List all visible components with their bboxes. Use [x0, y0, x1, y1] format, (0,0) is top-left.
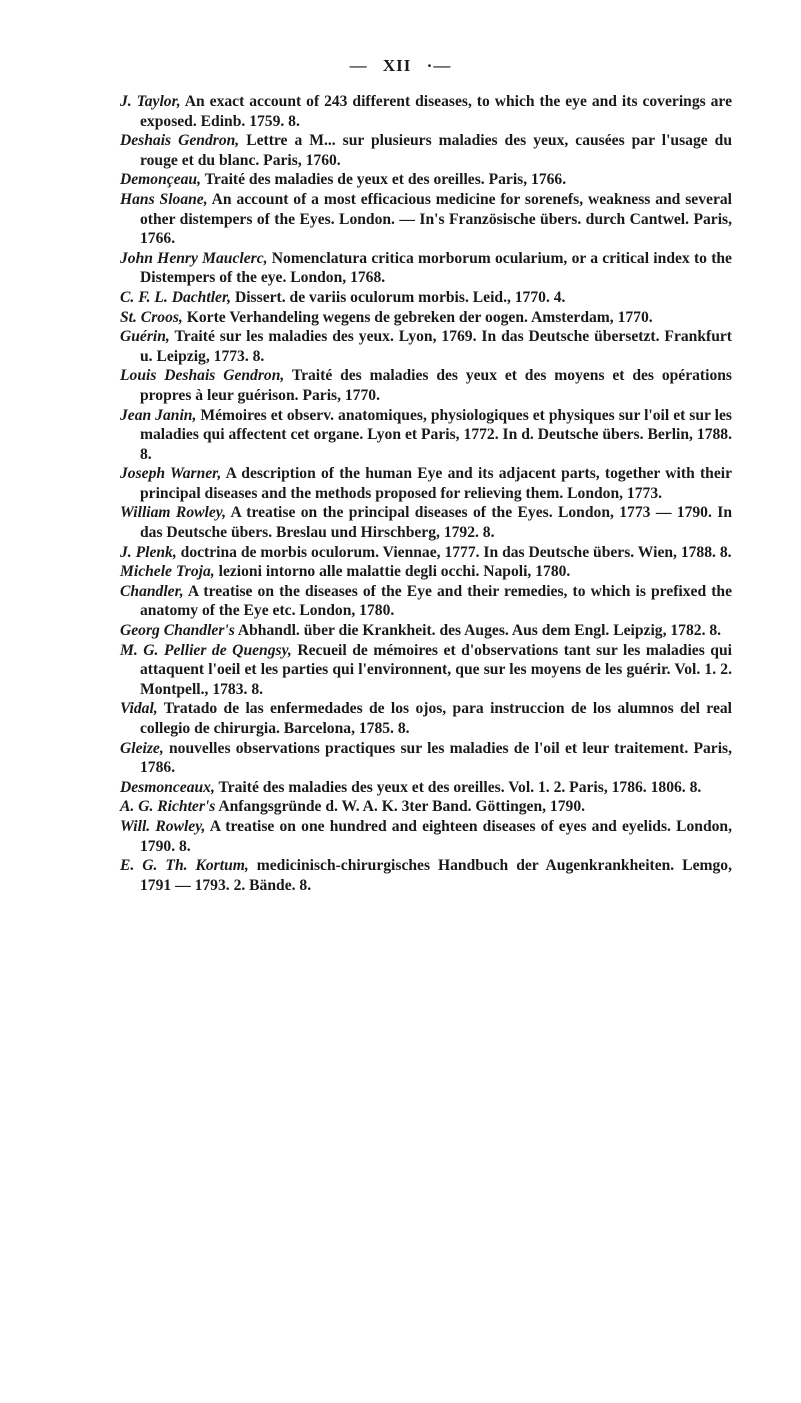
bibliography-entry: [120, 170, 732, 190]
bibliography-entry: [120, 817, 732, 856]
entry-author: Gleize,: [120, 739, 164, 757]
entry-author: J. Plenk,: [120, 543, 177, 561]
entry-text: Anfangsgründe d. W. A. K. 3ter Band. Göttingen, 1790.: [215, 798, 586, 816]
entry-text: A treatise on the principal diseases of the Eyes. London, 1773 — 1790. In das Deutsche übers. Breslau und Hirschberg, 1792. 8.: [140, 504, 732, 542]
entry-author: J. Taylor,: [120, 93, 181, 110]
entry-author: Chandler,: [120, 582, 184, 600]
entry-text: Korte Verhandeling wegens de gebreken der oogen. Amsterdam, 1770.: [182, 308, 653, 326]
entry-author: John Henry Mauclerc,: [120, 249, 268, 267]
bibliography-entry: [120, 406, 732, 465]
entry-text: Nomenclatura critica morborum ocularium, or a critical index to the Distempers of the eye. London, 1768.: [140, 249, 732, 287]
entry-text: medicinisch-chirurgisches Handbuch der Augenkrankheiten. Lemgo, 1791 — 1793. 2. Bände. 8.: [140, 857, 732, 894]
entry-text: Recueil de mémoires et d'observations tant sur les maladies qui attaquent l'oeil et les parties qui l'environnent, que sur les moyens de les guérir. Vol. 1. 2. Montpell., 1783. 8.: [140, 641, 732, 698]
bibliography-entry: [120, 288, 732, 308]
entry-text: Lettre a M... sur plusieurs maladies des yeux, causées par l'usage du rouge et du blanc. Paris, 1760.: [140, 132, 732, 169]
entry-author: Joseph Warner,: [120, 465, 222, 483]
entry-author: Hans Sloane,: [120, 190, 208, 208]
bibliography-entry: [120, 739, 732, 778]
entry-text: An account of a most efficacious medicine for sorenefs, weakness and several other distempers of the Eyes. London. — In's Französische übers. durch Cantwel. Paris, 1766.: [140, 190, 732, 248]
bibliography-entry: [120, 582, 732, 621]
bibliography-entry: [120, 543, 732, 563]
header-dash-left: —: [349, 56, 368, 75]
entry-text: Traité des maladies de yeux et des oreilles. Paris, 1766.: [201, 171, 567, 189]
entry-author: St. Croos,: [120, 308, 183, 326]
entry-author: M. G. Pellier de Quengsy,: [120, 641, 292, 659]
entry-text: A treatise on one hundred and eighteen diseases of eyes and eyelids. London, 1790. 8.: [140, 817, 732, 855]
entry-author: C. F. L. Dachtler,: [120, 288, 232, 306]
entry-text: lezioni intorno alle malattie degli occhi. Napoli, 1780.: [214, 563, 571, 581]
bibliography-entry: [120, 778, 732, 798]
entry-text: A treatise on the diseases of the Eye and their remedies, to which is prefixed the anatomy of the Eye etc. London, 1780.: [140, 582, 732, 620]
running-head: [0, 56, 801, 76]
entry-author: William Rowley,: [120, 504, 227, 522]
entry-author: Will. Rowley,: [120, 817, 206, 835]
entry-text: A description of the human Eye and its adjacent parts, together with their principal diseases and the methods proposed for relieving them. London, 1773.: [140, 465, 732, 502]
entry-author: Jean Janin,: [120, 406, 197, 424]
entry-author: A. G. Richter's: [120, 798, 216, 816]
entry-text: doctrina de morbis oculorum. Viennae, 1777. In das Deutsche übers. Wien, 1788. 8.: [176, 543, 732, 561]
entry-text: Traité des maladies des yeux et des oreilles. Vol. 1. 2. Paris, 1786. 1806. 8.: [214, 778, 702, 796]
entry-author: Desmonceaux,: [120, 778, 215, 796]
bibliography-entry: [120, 797, 732, 817]
bibliography-entry: [120, 366, 732, 405]
bibliography-entry: [120, 92, 732, 131]
bibliography-entry: [120, 641, 732, 700]
entry-text: Mémoires et observ. anatomiques, physiologiques et physiques sur l'oil et sur les maladies qui affectent cet organe. Lyon et Paris, 1772. In d. Deutsche übers. Berlin, 1788. 8.: [140, 406, 732, 463]
bibliography-entry: [120, 190, 732, 249]
page-number: XII: [382, 56, 412, 75]
bibliography-entry: [120, 131, 732, 170]
entry-text: Traité sur les maladies des yeux. Lyon, 1769. In das Deutsche übersetzt. Frankfurt u. Leipzig, 1773. 8.: [140, 328, 732, 365]
entry-author: Deshais Gendron,: [120, 132, 240, 150]
bibliography-list: [120, 92, 732, 895]
bibliography-entry: [120, 249, 732, 288]
entry-text: Traité des maladies des yeux et des moyens et des opérations propres à leur guérison. Paris, 1770.: [140, 367, 732, 404]
entry-text: Tratado de las enfermedades de los ojos, para instruccion de los alumnos del real collegio de chirurgia. Barcelona, 1785. 8.: [140, 700, 732, 737]
entry-text: Abhandl. über die Krankheit. des Auges. Aus dem Engl. Leipzig, 1782. 8.: [234, 622, 722, 640]
bibliography-entry: [120, 327, 732, 366]
bibliography-entry: [120, 308, 732, 328]
entry-text: An exact account of 243 different diseases, to which the eye and its coverings are exposed. Edinb. 1759. 8.: [140, 93, 732, 130]
bibliography-entry: [120, 503, 732, 542]
bibliography-entry: [120, 699, 732, 738]
entry-author: Michele Troja,: [120, 563, 215, 581]
entry-author: E. G. Th. Kortum,: [120, 857, 249, 875]
bibliography-entry: [120, 464, 732, 503]
entry-author: Guérin,: [120, 328, 170, 346]
header-dash-right: ·—: [426, 56, 452, 75]
bibliography-entry: [120, 621, 732, 641]
bibliography-entry: [120, 562, 732, 582]
entry-text: nouvelles observations practiques sur les maladies de l'oil et leur traitement. Paris, 1786.: [140, 739, 732, 777]
entry-author: Louis Deshais Gendron,: [120, 367, 285, 385]
entry-author: Georg Chandler's: [120, 622, 235, 640]
bibliography-entry: [120, 856, 732, 895]
entry-author: Demonçeau,: [120, 171, 201, 189]
entry-author: Vidal,: [120, 700, 158, 718]
entry-text: Dissert. de variis oculorum morbis. Leid., 1770. 4.: [231, 288, 566, 306]
